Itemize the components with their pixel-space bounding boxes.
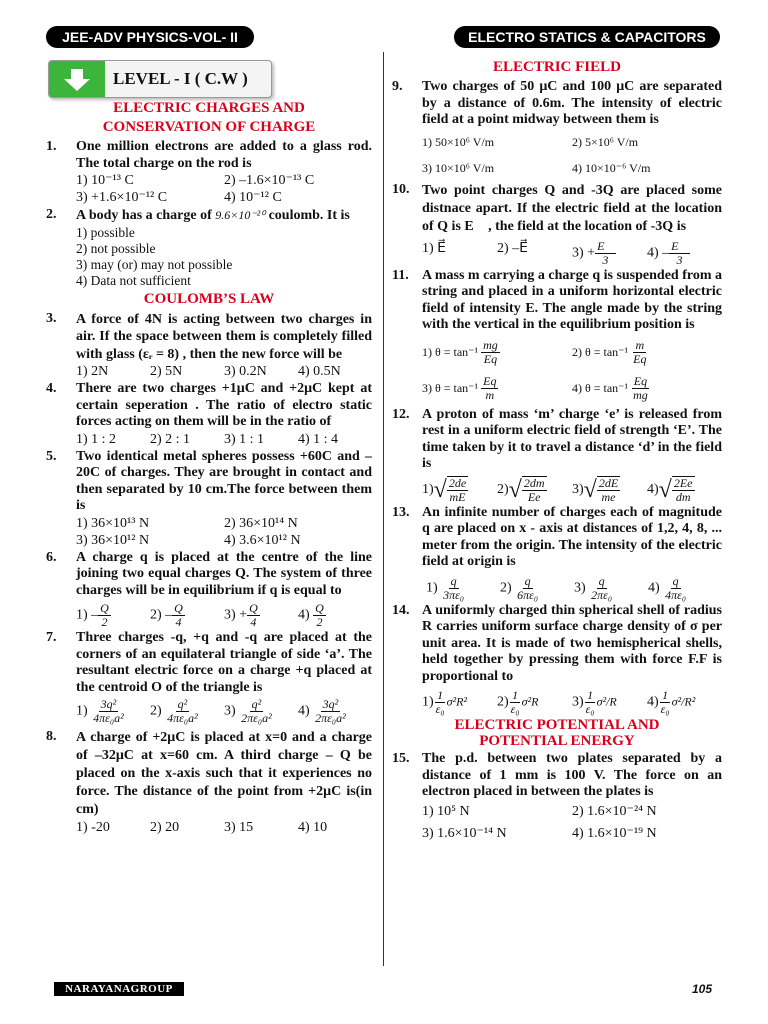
question-2: 2. A body has a charge of 9.6×10⁻²⁰ coulomb. It is 1) possible 2) not possible 3) may (or) may not possible 4) Data not sufficient xyxy=(46,207,372,289)
options: 1) θ = tan⁻¹ $\frac{mg}{Eq}$ 2) θ = tan⁻¹ $\frac{m}{Eq}$ 3) θ = tan⁻¹ $\frac{Eq}{m}$ 4) θ = tan⁻¹ $\frac{Eq}{mg}$ xyxy=(422,338,648,403)
options: 1) 10⁻¹³ C 2) –1.6×10⁻¹³ C 3) +1.6×10⁻¹² C 4) 10⁻¹² C xyxy=(76,173,315,205)
options: 1) – $\frac{Q}{2}$ 2) – $\frac{Q}{4}$ 3) + $\frac{Q}{4}$ 4) $\frac{Q}{2}$ xyxy=(76,601,324,629)
question-7: 7. Three charges -q, +q and -q are placed at the corners of an equilateral triangle of side ‘a’. The resultant electric force on a charge +q placed at the centroid O of the triangle is 1) $\frac{\text{3q²}}{\text{4πε₀a²}}$ 2) $\frac{\text{q²}}{\text{4πε₀a²}}$ 3) $\frac{\text{q²}}{\text{2πε₀a²}}$ 4) $\frac{\text{3q²}}{\text{2πε₀a²}}$ xyxy=(46,630,372,725)
options: 1) 36×10¹³ N 2) 36×10¹⁴ N 3) 36×10¹² N 4) 3.6×10¹² N xyxy=(76,515,301,548)
question-10: 10. Two point charges Q and -3Q are placed some distnace apart. If the electric field at the location of Q is E⃗ , the field at the location of -3Q is 1) E⃗ 2) –E⃗ 3) + $\frac{E⃗}{3}$ 4) – $\frac{E⃗}{3}$ xyxy=(392,181,722,267)
options: 1) -20 2) 20 3) 15 4) 10 xyxy=(76,820,328,835)
options: 1) $\frac{q}{\text{3πε₀}}$ 2) $\frac{q}{\text{6πε₀}}$ 3) $\frac{q}{\text{2πε₀}}$ 4) $\frac{q}{\text{4πε₀}}$ xyxy=(426,573,687,602)
level-label: LEVEL - I ( C.W ) xyxy=(113,69,248,88)
question-15: 15. The p.d. between two plates separated by a distance of 1 mm is 100 V. The force on an electron placed in between the plates is 1) 10⁵ N 2) 1.6×10⁻²⁴ N 3) 1.6×10⁻¹⁴ N 4) 1.6×10⁻¹⁹ N xyxy=(392,751,722,845)
question-12: 12. A proton of mass ‘m’ charge ‘e’ is released from rest in a uniform electric field of strength ‘E’. The time taken by it to travel a distance ‘d’ in the field is 1) √ $\frac{2de}{mE}$ 2) √ $\frac{2dm}{Ee}$ 3) √ $\frac{2dE}{me}$ 4) √ $\frac{2Ee}{dm}$ xyxy=(392,406,722,504)
section-heading: ELECTRIC POTENTIAL AND POTENTIAL ENERGY xyxy=(454,717,660,749)
down-arrow-icon xyxy=(49,61,105,97)
question-8: 8. A charge of +2μC is placed at x=0 and a charge of –32μC at x=60 cm. A third charge – Q be placed on the x-axis such that it experiences no force. The distance of the point from +2μC is(in cm) 1) -20 2) 20 3) 15 4) 10 xyxy=(46,729,372,835)
question-14: 14. A uniformly charged thin spherical shell of radius R carries uniform surface charge density of σ per unit area. It is made of two hemispherical shells, held together by pressing them with force F.F is proportional to 1) $\frac{1}{\text{ε₀}}$ σ²R² 2) $\frac{1}{\text{ε₀}}$ σ²R 3) $\frac{1}{\text{ε₀}}$ σ²/R 4) $\frac{1}{\text{ε₀}}$ σ²/R² xyxy=(392,602,722,716)
options: 1) $\frac{\text{3q²}}{\text{4πε₀a²}}$ 2) $\frac{\text{q²}}{\text{4πε₀a²}}$ 3) $\frac{\text{q²}}{\text{2πε₀a²}}$ 4) $\frac{\text{3q²}}{\text{2πε₀a²}}$ xyxy=(76,697,346,725)
question-3: 3. A force of 4N is acting between two charges in air. If the space between them is completely filled with glass (εᵣ = 8) , then the new force will be 1) 2N 2) 5N 3) 0.2N 4) 0.5N xyxy=(46,310,372,379)
right-column xyxy=(392,60,722,845)
options: 1) $\frac{1}{\text{ε₀}}$ σ²R² 2) $\frac{1}{\text{ε₀}}$ σ²R 3) $\frac{1}{\text{ε₀}}$ σ²/R 4) $\frac{1}{\text{ε₀}}$ σ²/R² xyxy=(422,688,696,716)
question-4: 4. There are two charges +1μC and +2μC kept at certain seperation . The ratio of electro static forces acting on them will be in the ratio of 1) 1 : 2 2) 2 : 1 3) 1 : 1 4) 1 : 4 xyxy=(46,381,372,447)
options: 1) √ $\frac{2de}{mE}$ 2) √ $\frac{2dm}{Ee}$ 3) √ $\frac{2dE}{me}$ 4) √ $\frac{2Ee}{dm}$ xyxy=(422,475,693,504)
question-6: 6. A charge q is placed at the centre of the line joining two equal charges Q. The system of three charges will be in equilibrium if q is equal to 1) – $\frac{Q}{2}$ 2) – $\frac{Q}{4}$ 3) + $\frac{Q}{4}$ 4) $\frac{Q}{2}$ xyxy=(46,549,372,629)
left-column xyxy=(46,98,372,836)
options: 1) 50×10⁶ V/m 2) 5×10⁶ V/m 3) 10×10⁶ V/m 4) 10×10⁻⁶ V/m xyxy=(422,134,651,175)
question-13: 13. An infinite number of charges each of magnitude q are placed on x - axis at distances of 1,2, 4, 8, ... meter from the origin. The intensity of the electric field at origin is 1) $\frac{q}{\text{3πε₀}}$ 2) $\frac{q}{\text{6πε₀}}$ 3) $\frac{q}{\text{2πε₀}}$ 4) $\frac{q}{\text{4πε₀}}$ xyxy=(392,504,722,602)
section-heading: ELECTRIC CHARGES AND CONSERVATION OF CHARGE xyxy=(102,100,316,135)
options: 1) possible 2) not possible 3) may (or) may not possible 4) Data not sufficient xyxy=(76,224,233,288)
book-title: JEE-ADV PHYSICS-VOL- II xyxy=(46,26,254,48)
chapter-title: ELECTRO STATICS & CAPACITORS xyxy=(454,26,720,48)
options: 1) 1 : 2 2) 2 : 1 3) 1 : 1 4) 1 : 4 xyxy=(76,431,339,447)
section-heading: COULOMB’S LAW xyxy=(143,290,275,307)
options: 1) E⃗ 2) –E⃗ 3) + $\frac{E⃗}{3}$ 4) – $\frac{E⃗}{3}$ xyxy=(422,238,688,267)
question-11: 11. A mass m carrying a charge q is suspended from a string and placed in a uniform horizontal electric field of intensity E. The angle made by the string with the vertical in the equilibrium position is 1) θ = tan⁻¹ $\frac{mg}{Eq}$ 2) θ = tan⁻¹ $\frac{m}{Eq}$ 3) θ = tan⁻¹ $\frac{Eq}{m}$ 4) θ = tan⁻¹ $\frac{Eq}{mg}$ xyxy=(392,268,722,406)
question-1: 1. One million electrons are added to a glass rod. The total charge on the rod is 1) 10⁻¹³ C 2) –1.6×10⁻¹³ C 3) +1.6×10⁻¹² C 4) 10⁻¹² C xyxy=(46,139,372,205)
page-number: 105 xyxy=(692,982,713,996)
question-5: 5. Two identical metal spheres possess +60C and –20C of charges. They are brought in contact and then separated by 10 cm.The force between them is 1) 36×10¹³ N 2) 36×10¹⁴ N 3) 36×10¹² N 4) 3.6×10¹² N xyxy=(46,448,372,548)
publisher-logo: NARAYANAGROUP xyxy=(54,982,184,996)
question-9: 9. Two charges of 50 μC and 100 μC are separated by a distance of 0.6m. The intensity of electric field at a point midway between them is 1) 50×10⁶ V/m 2) 5×10⁶ V/m 3) 10×10⁶ V/m 4) 10×10⁻⁶ V/m xyxy=(392,79,722,181)
options: 1) 10⁵ N 2) 1.6×10⁻²⁴ N 3) 1.6×10⁻¹⁴ N 4) 1.6×10⁻¹⁹ N xyxy=(422,803,657,841)
column-divider xyxy=(383,52,384,966)
options: 1) 2N 2) 5N 3) 0.2N 4) 0.5N xyxy=(76,364,341,379)
level-banner xyxy=(48,60,272,98)
section-heading: ELECTRIC FIELD xyxy=(493,59,621,75)
